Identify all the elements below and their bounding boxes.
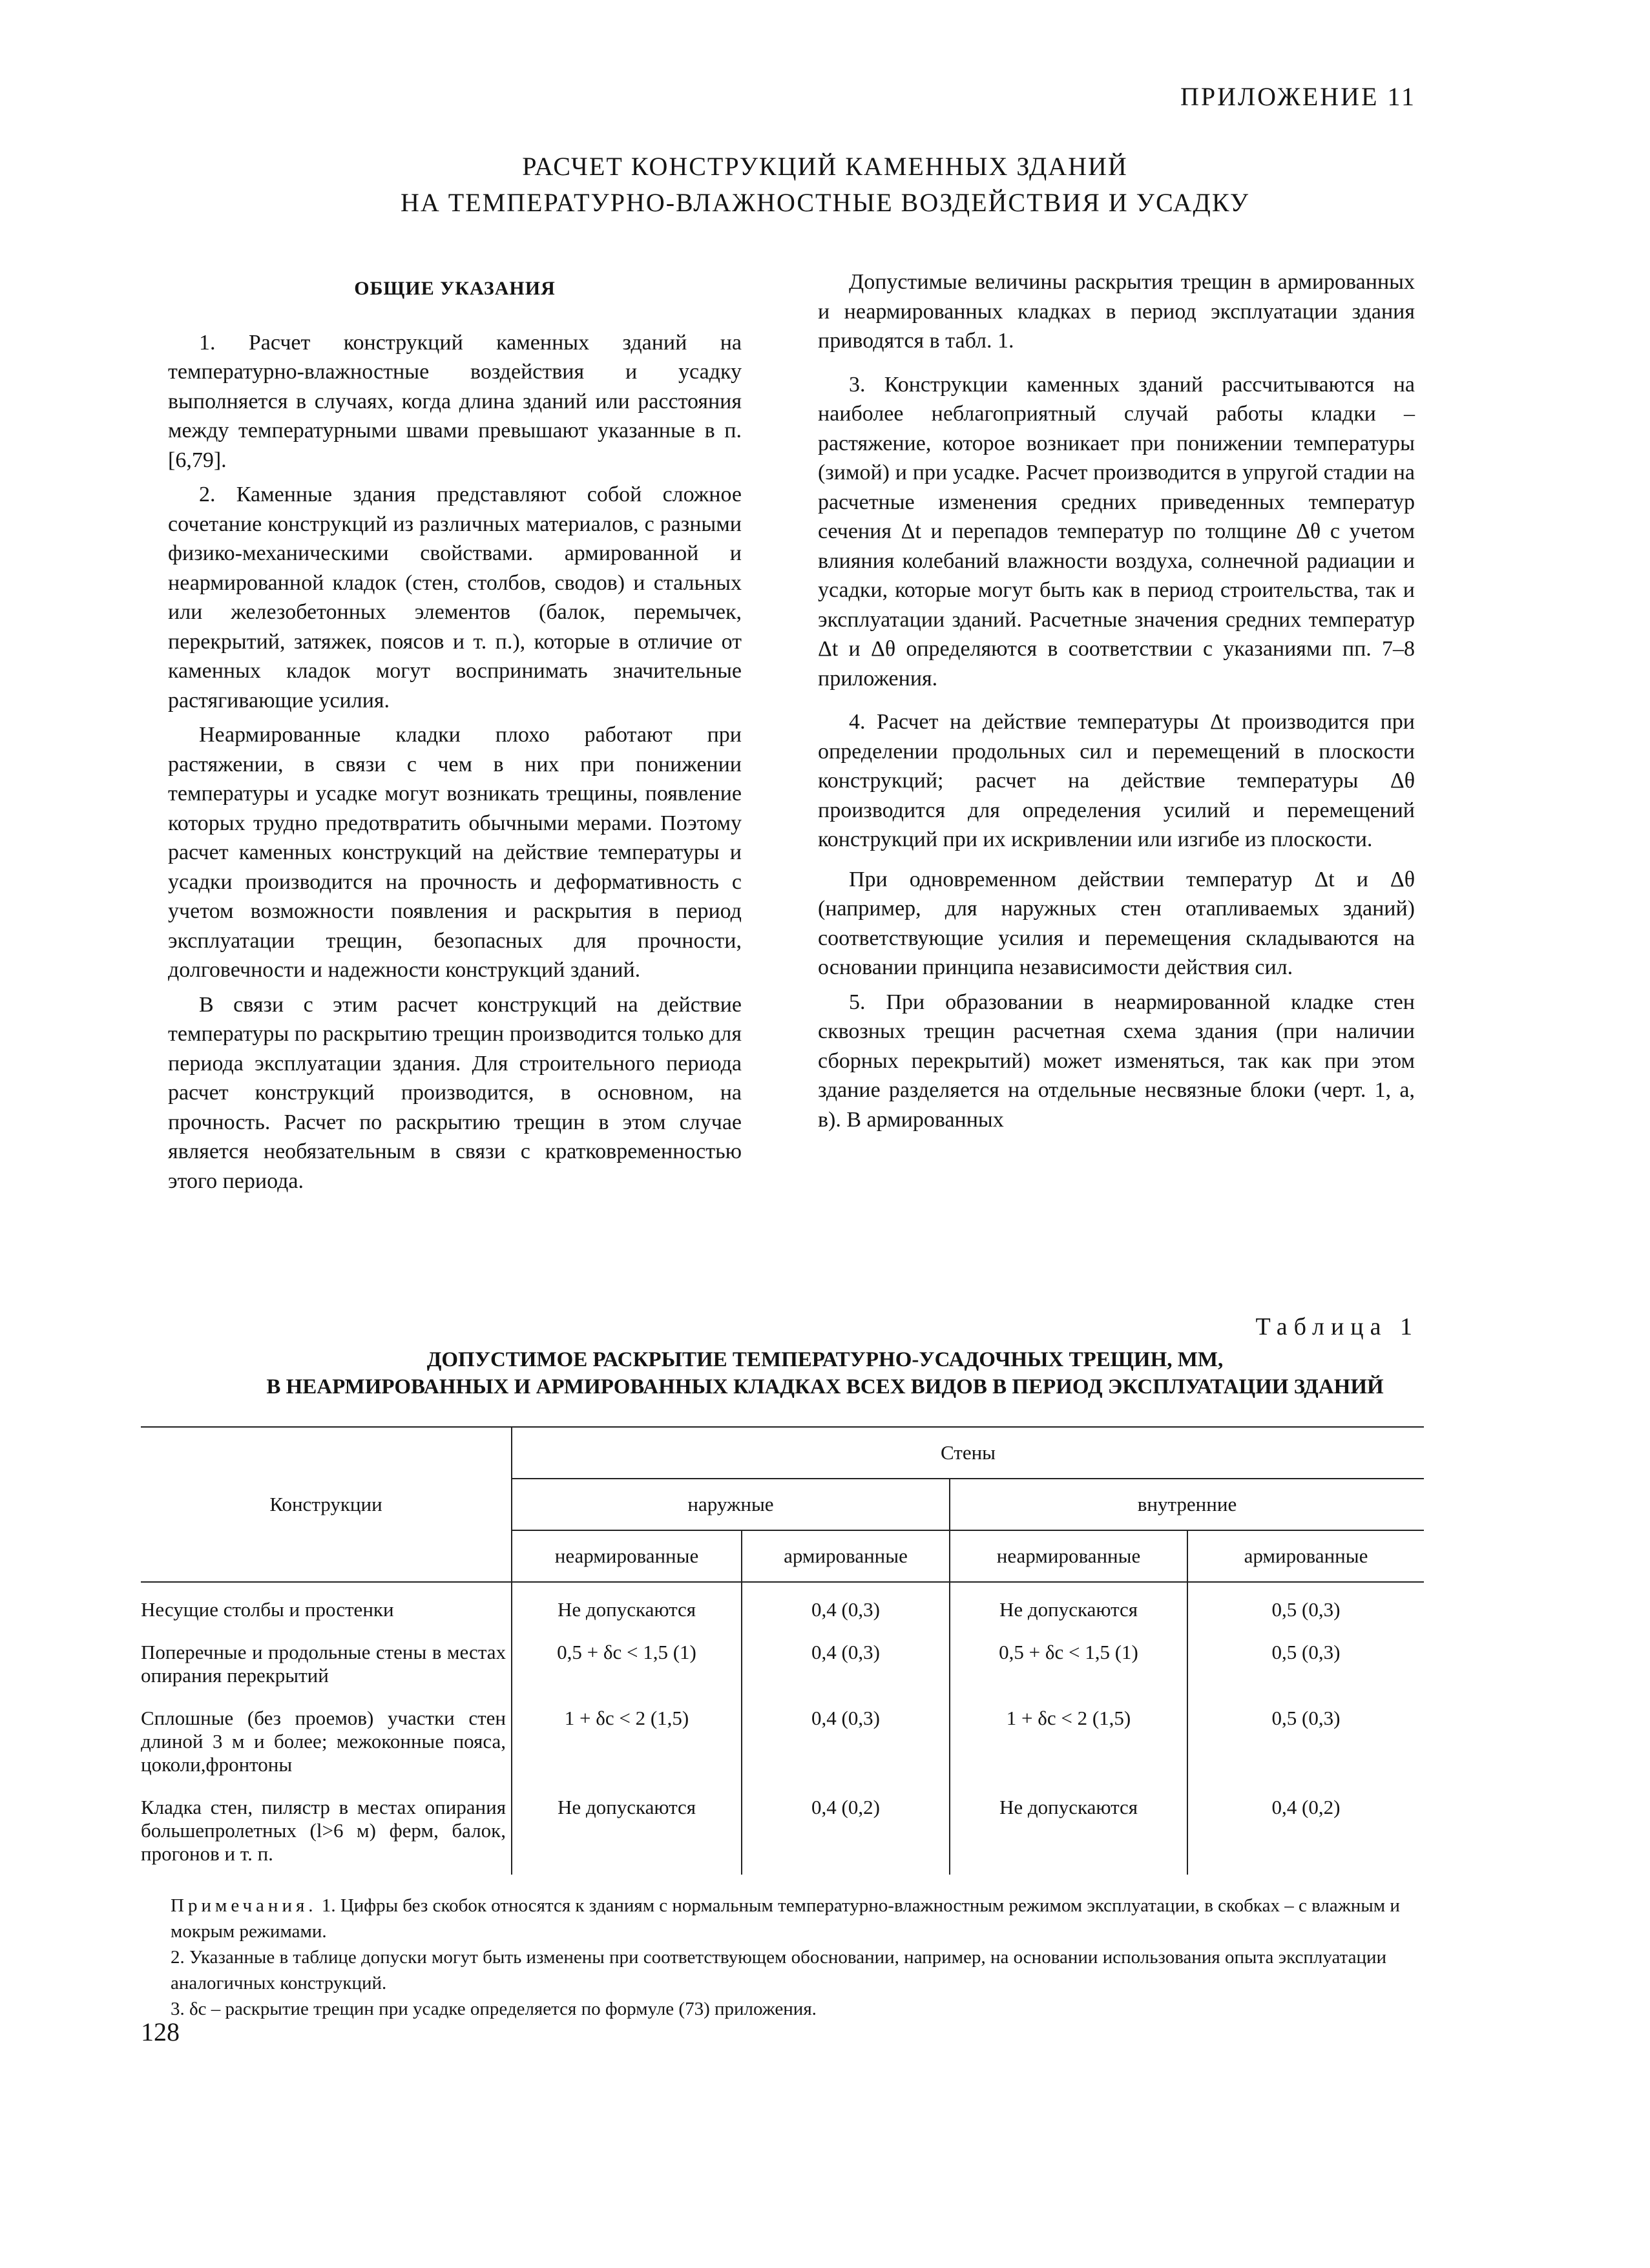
paragraph: Допустимые величины раскрытия трещин в армированных и неармированных кладках в период эксплуатации здания приводятся в табл. 1. — [818, 270, 1415, 353]
crack-width-table — [141, 1426, 1424, 1875]
cell: 0,5 (0,3) — [1271, 1707, 1341, 1729]
paragraph: При одновременном действии температур Δt и Δθ (например, для наружных стен отапливаемых зданий) соответствующие усилия и перемещения складываются на основании принципа независимости действия сил. — [818, 867, 1415, 979]
row-name: Сплошные (без проемов) участки стен длиной 3 м и более; межоконные пояса, цоколи,фронтоны — [141, 1696, 512, 1785]
paragraph: 5. При образовании в неармированной кладке стен сквозных трещин расчетная схема здания (при наличии сборных перекрытий) может изменяться, так как при этом здание разделяется на отдельные несвязные блоки (черт. 1, а, в). В армированных — [818, 990, 1415, 1132]
header-inner: внутренние — [950, 1479, 1424, 1530]
header-inner-reinforced: армированные — [1244, 1545, 1368, 1567]
cell: Не допускаются — [950, 1582, 1187, 1630]
cell: 0,5 + δc < 1,5 (1) — [950, 1630, 1187, 1696]
paragraph: 4. Расчет на действие температуры Δt производится при определении продольных сил и перемещений в плоскости конструкций; расчет на действие температуры Δθ производится для определения усилий и перемещений конструкций при их искривлении или изгибе из плоскости. — [818, 710, 1415, 851]
cell: 0,4 (0,2) — [742, 1785, 950, 1875]
page-number: 128 — [141, 2017, 180, 2046]
table-row — [141, 1785, 1424, 1875]
cell: 0,5 (0,3) — [1271, 1598, 1341, 1621]
table-notes — [171, 1893, 1426, 2022]
paragraph: 1. Расчет конструкций каменных зданий на температурно-влажностные воздействия и усадку выполняется в случаях, когда длина зданий или расстояния между температурными швами превышают указанные в п. [6,79]. — [168, 330, 742, 472]
table-row — [141, 1582, 1424, 1630]
cell: 0,4 (0,3) — [742, 1630, 950, 1696]
header-outer-unreinforced: неармированные — [512, 1530, 742, 1582]
notes-prefix: Примечания. — [171, 1895, 317, 1916]
note-1: Примечания. 1. Цифры без скобок относятся к зданиям с нормальным температурно-влажностным режимом эксплуатации, в скобках – с влажным и мокрым режимами. — [171, 1895, 1400, 1942]
section-heading: ОБЩИЕ УКАЗАНИЯ — [354, 278, 556, 299]
header-inner-unreinforced: неармированные — [950, 1530, 1187, 1582]
cell: Не допускаются — [512, 1785, 742, 1875]
cell: 0,4 (0,3) — [742, 1696, 950, 1785]
cell: 0,5 (0,3) — [1271, 1641, 1341, 1663]
header-outer-reinforced: армированные — [742, 1530, 950, 1582]
header-walls: Стены — [512, 1427, 1424, 1479]
cell: Не допускаются — [512, 1582, 742, 1630]
cell: 0,4 (0,3) — [742, 1582, 950, 1630]
note-2: 2. Указанные в таблице допуски могут быть изменены при соответствующем обосновании, например, на основании использования опыта эксплуатации аналогичных конструкций. — [171, 1947, 1387, 1993]
cell: 1 + δc < 2 (1,5) — [950, 1696, 1187, 1785]
table-title-line-2: В НЕАРМИРОВАННЫХ И АРМИРОВАННЫХ КЛАДКАХ ВСЕХ ВИДОВ В ПЕРИОД ЭКСПЛУАТАЦИИ ЗДАНИЙ — [266, 1375, 1384, 1399]
right-text-column — [818, 267, 1415, 1139]
header-outer: наружные — [512, 1479, 950, 1530]
paragraph: 3. Конструкции каменных зданий рассчитываются на наиболее неблагоприятный случай работы кладки – растяжение, которое возникает при понижении температуры (зимой) и при усадке. Расчет производится в упругой стадии на расчетные изменения средних приведенных температур сечения Δt и перепадов температур по толщине Δθ с учетом влияния колебаний влажности воздуха, солнечной радиации и усадки, которые могут быть как в период строительства, так и эксплуатации зданий. Расчетные значения средних температур Δt и Δθ определяются в соответствии с указаниями пп. 7–8 приложения. — [818, 372, 1415, 691]
cell: 0,4 (0,2) — [1271, 1796, 1341, 1818]
table-row — [141, 1696, 1424, 1785]
paragraph: 2. Каменные здания представляют собой сложное сочетание конструкций из различных материалов, с разными физико-механическими свойствами. армированной и неармированной кладок (стен, столбов, сводов) и стальных или железобетонных элементов (балок, перемычек, перекрытий, затяжек, поясов и т. п.), которые в отличие от каменных кладок могут воспринимать значительные растягивающие усилия. — [168, 483, 742, 713]
row-name: Кладка стен, пилястр в местах опирания большепролетных (l>6 м) ферм, балок, прогонов и т. п. — [141, 1785, 512, 1875]
cell: 1 + δc < 2 (1,5) — [512, 1696, 742, 1785]
cell: Не допускаются — [950, 1785, 1187, 1875]
paragraph: Неармированные кладки плохо работают при растяжении, в связи с чем в них при понижении температуры и усадке могут возникать трещины, появление которых трудно предотвратить обычными мерами. Поэтому расчет каменных конструкций на действие температуры и усадки производится на прочность и деформативность с учетом возможности появления и раскрытия в период эксплуатации трещин, безопасных для прочности, долговечности и надежности конструкций зданий. — [168, 723, 742, 982]
paragraph: В связи с этим расчет конструкций на действие температуры по раскрытию трещин производится только для периода эксплуатации здания. Для строительного периода расчет конструкций производится, в основном, на прочность. Расчет по раскрытию трещин в этом случае является необязательным в связи с кратковременностью этого периода. — [168, 992, 742, 1193]
page-title-line-1: РАСЧЕТ КОНСТРУКЦИЙ КАМЕННЫХ ЗДАНИЙ — [522, 152, 1128, 181]
note-3: 3. δc – раскрытие трещин при усадке определяется по формуле (73) приложения. — [171, 1999, 817, 2019]
appendix-label: ПРИЛОЖЕНИЕ 11 — [1180, 82, 1416, 111]
left-text-column — [168, 267, 742, 1201]
row-name: Поперечные и продольные стены в местах опирания перекрытий — [141, 1630, 512, 1696]
row-name: Несущие столбы и простенки — [141, 1582, 512, 1630]
table-title-line-1: ДОПУСТИМОЕ РАСКРЫТИЕ ТЕМПЕРАТУРНО-УСАДОЧНЫХ ТРЕЩИН, ММ, — [426, 1348, 1224, 1371]
table-label: Таблица 1 — [1255, 1313, 1419, 1340]
page-title-line-2: НА ТЕМПЕРАТУРНО-ВЛАЖНОСТНЫЕ ВОЗДЕЙСТВИЯ И УСАДКУ — [400, 188, 1250, 217]
table-row — [141, 1630, 1424, 1696]
cell: 0,5 + δc < 1,5 (1) — [512, 1630, 742, 1696]
header-construction: Конструкции — [141, 1427, 512, 1582]
